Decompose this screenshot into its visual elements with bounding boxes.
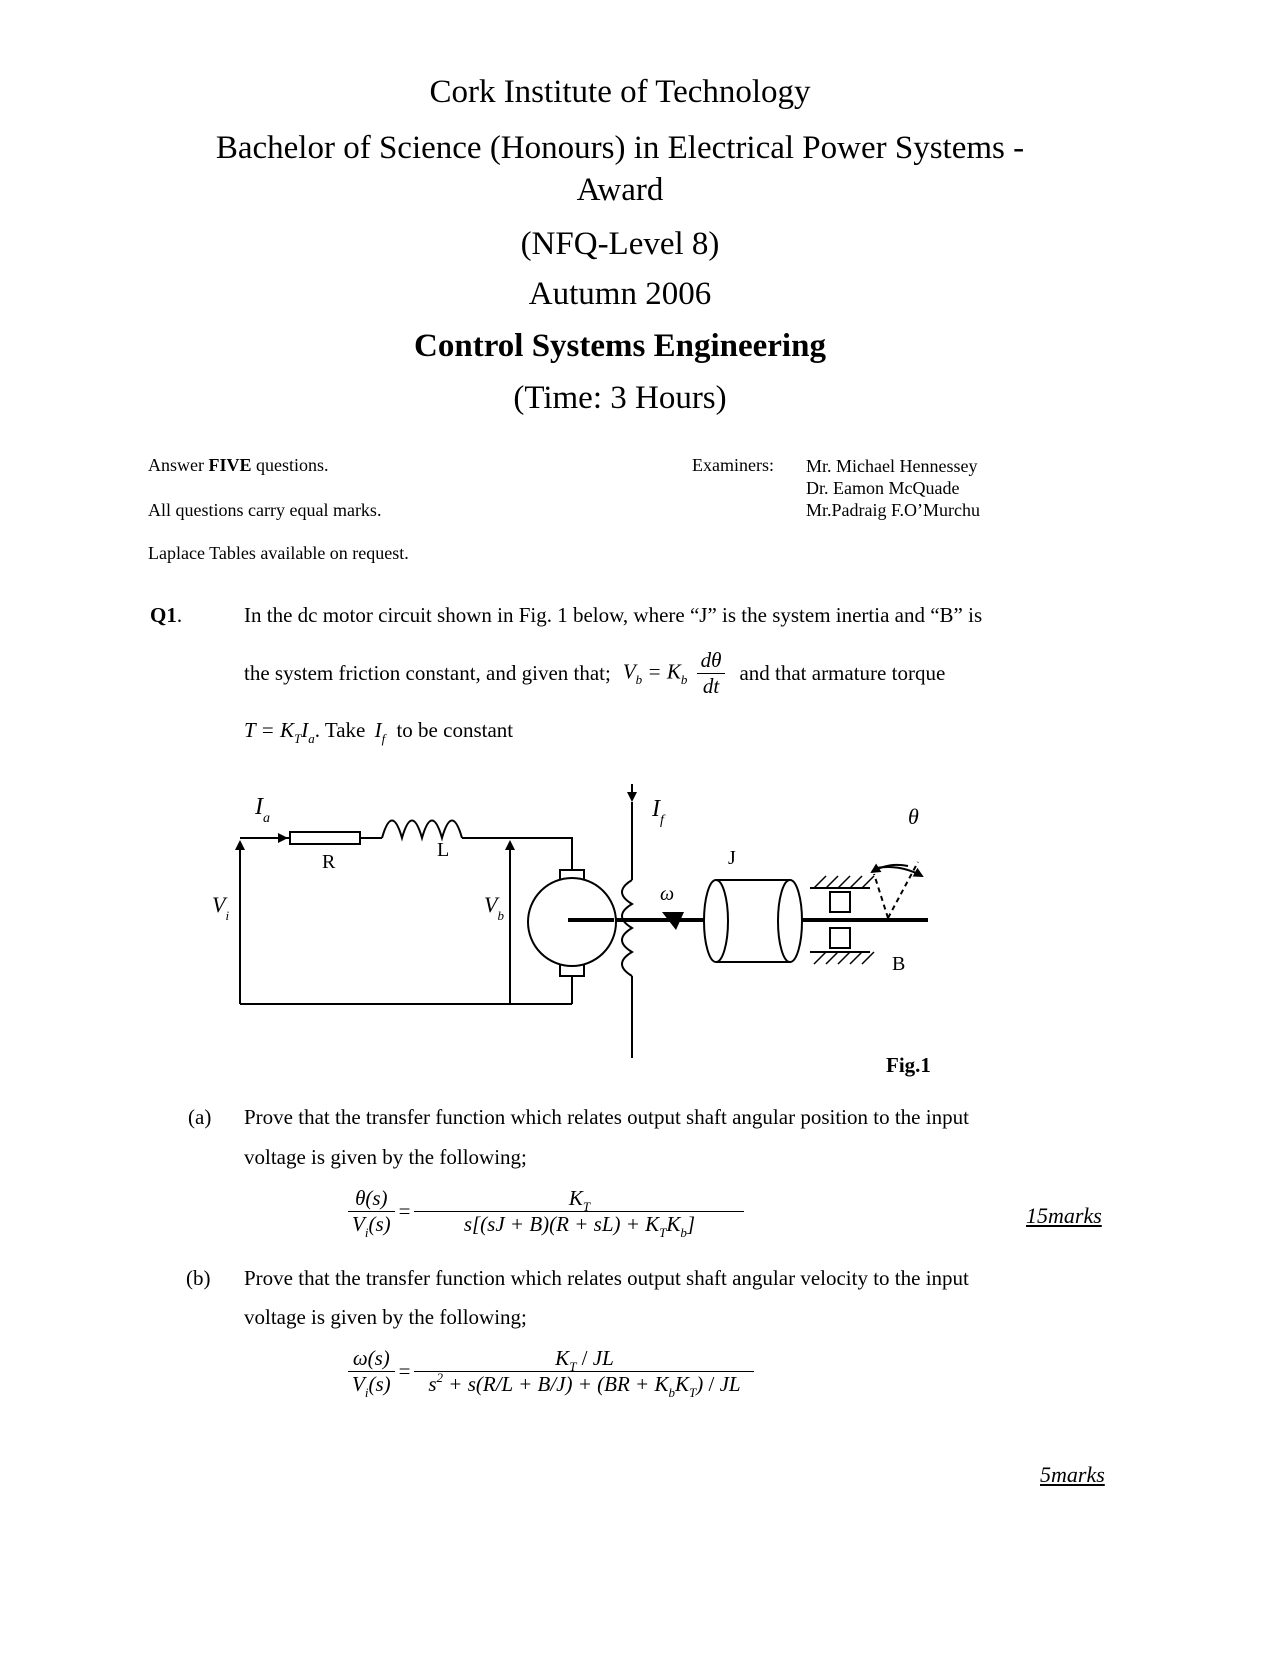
institution-title: Cork Institute of Technology bbox=[429, 74, 811, 110]
equation-a-rhs: $\frac{K_T}{s[(sJ + B)(R + sL) + K_TK_b]}$ bbox=[414, 1186, 744, 1237]
label-r: R bbox=[322, 851, 336, 873]
part-a-line1: Prove that the transfer function which relates output shaft angular position to the input bbox=[244, 1105, 969, 1129]
inertia-cylinder bbox=[704, 880, 802, 962]
figure-caption: Fig.1 bbox=[886, 1053, 931, 1077]
inductor-l bbox=[382, 821, 462, 839]
q1-line3: $T = K_TI_a$. Take $I_f$ to be constant bbox=[244, 718, 514, 746]
q1-line1: In the dc motor circuit shown in Fig. 1 below, where “J” is the system inertia and “B” is bbox=[244, 603, 983, 627]
part-a-label: (a) bbox=[188, 1105, 212, 1129]
part-b-line1: Prove that the transfer function which relates output shaft angular velocity to the input bbox=[244, 1266, 969, 1290]
theta-line-left bbox=[874, 874, 888, 918]
label-b: B bbox=[892, 953, 906, 975]
examiner-name: Mr. Michael Hennessey bbox=[806, 456, 978, 476]
part-b-line2: voltage is given by the following; bbox=[244, 1305, 527, 1329]
equation-b-lhs: $\frac{\omega(s)}{V_i(s)}$ bbox=[348, 1346, 395, 1397]
exam-session: Autumn 2006 bbox=[528, 276, 712, 312]
examiner-name: Dr. Eamon McQuade bbox=[806, 478, 960, 498]
equation-a: $\frac{\theta(s)}{V_i(s)}$ = $\frac{K_T}{s[(sJ + B)(R + sL) + K_TK_b]}$ bbox=[348, 1186, 744, 1237]
wire-to-motor-top bbox=[462, 838, 572, 870]
label-ia: $I_a$ bbox=[255, 794, 270, 826]
q1-line2-end: and that armature torque bbox=[739, 660, 946, 685]
instruction-equal-marks: All questions carry equal marks. bbox=[148, 500, 382, 520]
label-theta: θ bbox=[908, 804, 919, 829]
instruction-laplace: Laplace Tables available on request. bbox=[148, 543, 409, 563]
eq-if: $I_f$ bbox=[374, 718, 386, 746]
programme-title-line1: Bachelor of Science (Honours) in Electrical Power Systems - bbox=[215, 130, 1025, 166]
bearing-bottom bbox=[830, 928, 850, 948]
nfq-level: (NFQ-Level 8) bbox=[520, 226, 720, 262]
part-a-marks: 15marks bbox=[1026, 1203, 1102, 1228]
part-b-label: (b) bbox=[186, 1266, 211, 1290]
equation-b: $\frac{\omega(s)}{V_i(s)}$ = $\frac{K_T / JL}{s^2 + s(R/L + B/J) + (BR + K_bK_T) / JL}$ bbox=[348, 1346, 754, 1397]
programme-title-line2: Award bbox=[576, 172, 664, 208]
examiner-name: Mr.Padraig F.O’Murchu bbox=[806, 500, 981, 520]
label-l: L bbox=[437, 839, 450, 861]
label-if: $I_f$ bbox=[652, 796, 664, 828]
equation-b-rhs: $\frac{K_T / JL}{s^2 + s(R/L + B/J) + (BR + K_bK_T) / JL}$ bbox=[414, 1346, 754, 1397]
eq-torque: $T = K_TI_a$ bbox=[244, 718, 315, 746]
resistor-r bbox=[290, 832, 360, 844]
label-vb: $V_b$ bbox=[484, 892, 504, 923]
instruction-answer: Answer FIVE questions. bbox=[148, 455, 329, 475]
examiners-label: Examiners: bbox=[692, 455, 774, 475]
question-number: Q1. bbox=[150, 603, 183, 627]
equation-a-lhs: $\frac{\theta(s)}{V_i(s)}$ bbox=[348, 1186, 395, 1237]
exam-duration: (Time: 3 Hours) bbox=[513, 380, 727, 416]
label-omega: ω bbox=[660, 883, 675, 905]
label-j: J bbox=[728, 847, 736, 869]
q1-line2-text: the system friction constant, and given that; bbox=[244, 660, 611, 685]
label-vi: $V_i$ bbox=[212, 892, 230, 923]
eq-vb: $V_b = K_b$ $\frac{d\theta}{dt}$ bbox=[623, 648, 726, 699]
field-winding bbox=[622, 880, 632, 976]
theta-line-right bbox=[888, 862, 918, 918]
module-title: Control Systems Engineering bbox=[414, 328, 826, 364]
bearing-top bbox=[830, 892, 850, 912]
part-b-marks: 5marks bbox=[1040, 1462, 1105, 1487]
part-a-line2: voltage is given by the following; bbox=[244, 1145, 527, 1169]
